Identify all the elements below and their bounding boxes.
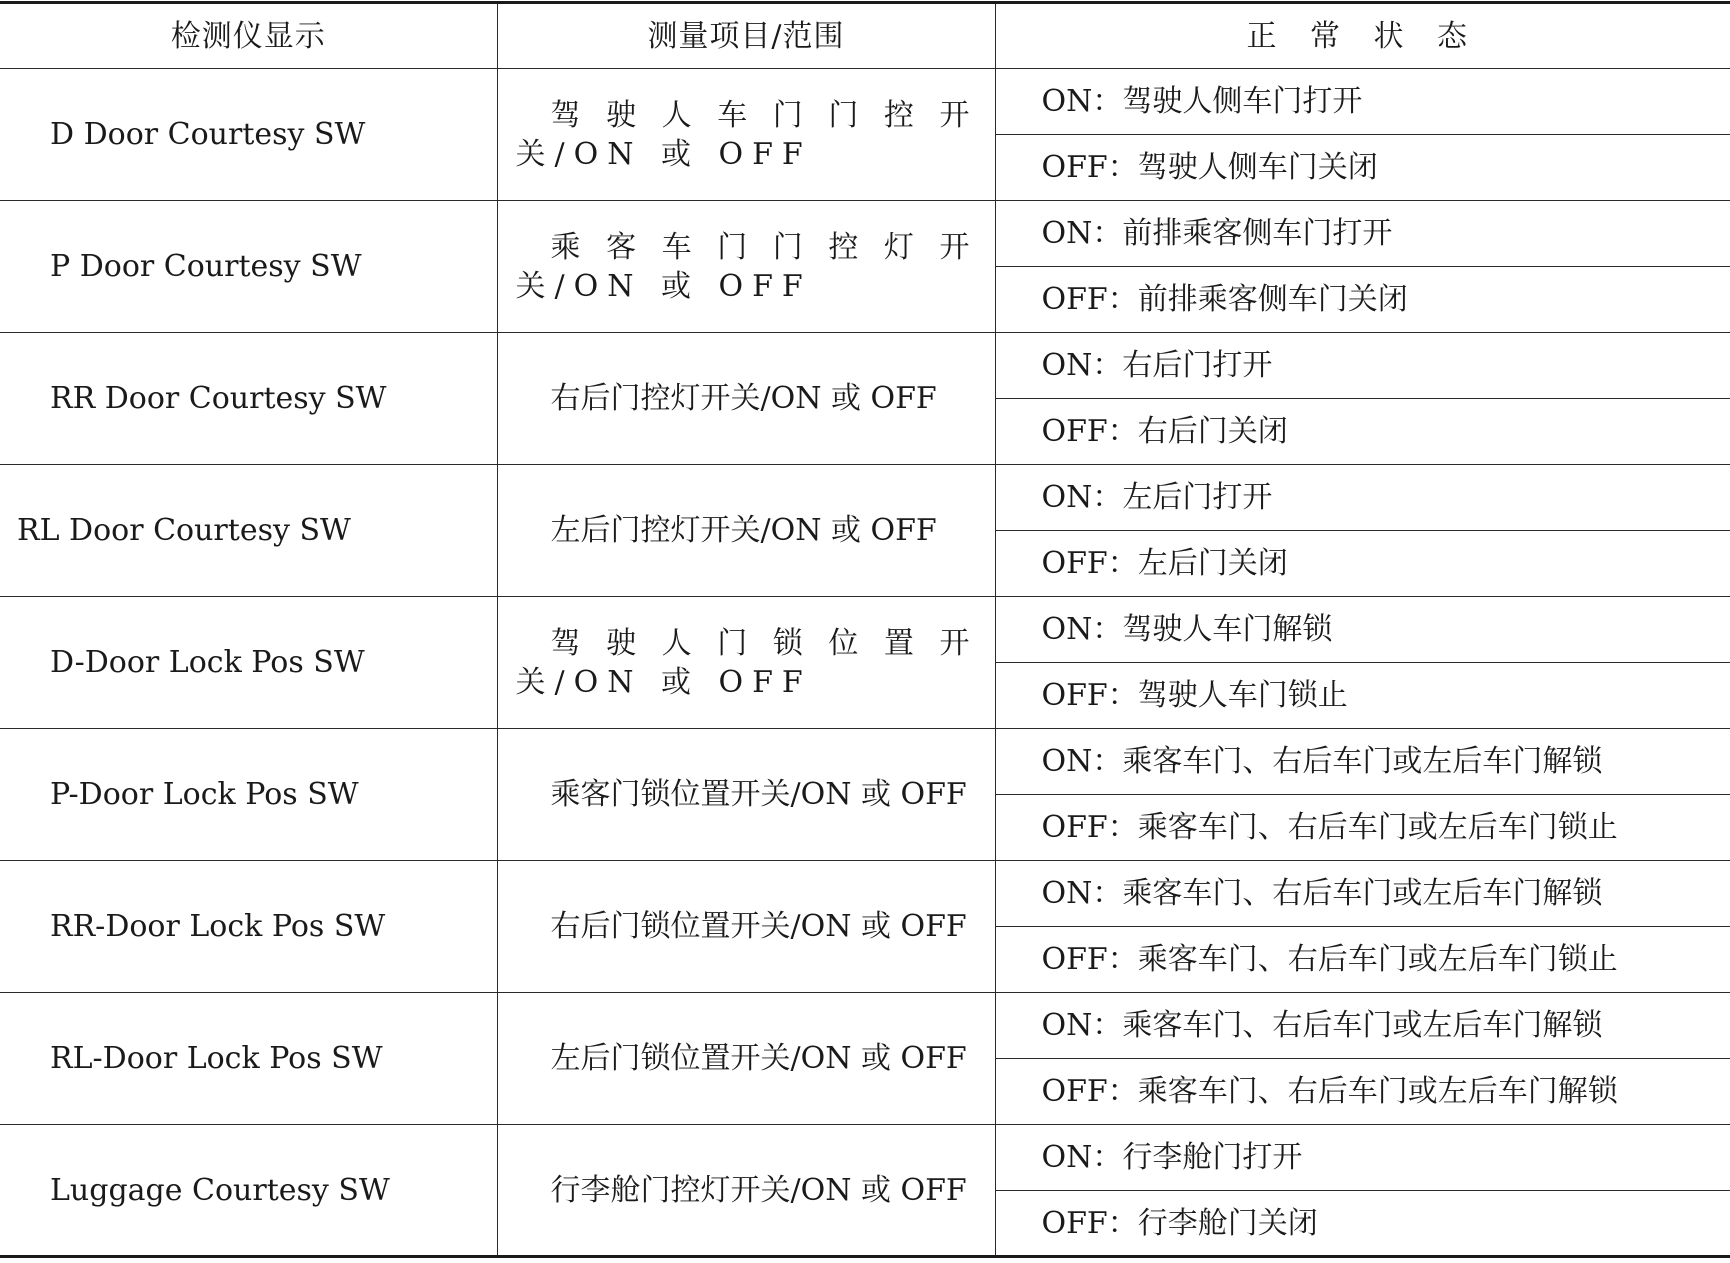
display-cell: D Door Courtesy SW [0,69,497,201]
door-switch-table [0,1,1730,1258]
table-row [0,333,1730,399]
state-on-cell: ON：行李舱门打开 [995,1125,1730,1191]
measure-cell [497,1125,995,1257]
table-row [0,729,1730,795]
display-cell: RL Door Courtesy SW [0,465,497,597]
measure-cell [497,201,995,333]
header-display: 检测仪显示 [0,3,497,69]
measure-text: 驾驶人车门门控开关/ON 或 OFF [515,97,979,172]
table-header-row [0,3,1730,69]
state-on-cell: ON：前排乘客侧车门打开 [995,201,1730,267]
state-on-cell: ON：驾驶人车门解锁 [995,597,1730,663]
measure-text: 行李舱门控灯开关/ON 或 OFF [550,1172,967,1208]
state-on-cell: ON：右后门打开 [995,333,1730,399]
state-off-cell: OFF：左后门关闭 [995,531,1730,597]
measure-text: 左后门锁位置开关/ON 或 OFF [550,1041,967,1076]
display-cell: RR Door Courtesy SW [0,333,497,465]
measure-text: 乘客车门门控灯开关/ON 或 OFF [515,229,979,304]
state-off-cell: OFF：右后门关闭 [995,399,1730,465]
state-off-cell: OFF：驾驶人车门锁止 [995,663,1730,729]
measure-cell [497,861,995,993]
state-off-cell: OFF：前排乘客侧车门关闭 [995,267,1730,333]
measure-cell [497,465,995,597]
table-row [0,597,1730,663]
measure-cell [497,597,995,729]
state-on-cell: ON：驾驶人侧车门打开 [995,69,1730,135]
table-row [0,993,1730,1059]
measure-text: 驾驶人门锁位置开关/ON 或 OFF [515,625,979,700]
measure-text: 右后门控灯开关/ON 或 OFF [550,381,937,416]
state-off-cell: OFF：乘客车门、右后车门或左后车门锁止 [995,927,1730,993]
measure-text: 右后门锁位置开关/ON 或 OFF [550,909,967,944]
display-cell: Luggage Courtesy SW [0,1125,497,1257]
table-row [0,1125,1730,1191]
state-on-cell: ON：左后门打开 [995,465,1730,531]
measure-cell [497,993,995,1125]
header-normal-state: 正 常 状 态 [995,3,1730,69]
display-cell: D-Door Lock Pos SW [0,597,497,729]
display-cell: P-Door Lock Pos SW [0,729,497,861]
display-cell: RL-Door Lock Pos SW [0,993,497,1125]
state-off-cell: OFF：乘客车门、右后车门或左后车门锁止 [995,795,1730,861]
measure-text: 乘客门锁位置开关/ON 或 OFF [550,777,967,812]
state-off-cell: OFF：驾驶人侧车门关闭 [995,135,1730,201]
table-row [0,861,1730,927]
state-on-cell: ON：乘客车门、右后车门或左后车门解锁 [995,993,1730,1059]
state-on-cell: ON：乘客车门、右后车门或左后车门解锁 [995,861,1730,927]
table-row [0,69,1730,135]
header-measure: 测量项目/范围 [497,3,995,69]
measure-text: 左后门控灯开关/ON 或 OFF [550,513,937,548]
table-row [0,201,1730,267]
measure-cell [497,333,995,465]
display-cell: RR-Door Lock Pos SW [0,861,497,993]
measure-cell [497,69,995,201]
measure-cell [497,729,995,861]
table-row [0,465,1730,531]
state-off-cell: OFF：乘客车门、右后车门或左后车门解锁 [995,1059,1730,1125]
state-on-cell: ON：乘客车门、右后车门或左后车门解锁 [995,729,1730,795]
display-cell: P Door Courtesy SW [0,201,497,333]
state-off-cell: OFF：行李舱门关闭 [995,1191,1730,1257]
